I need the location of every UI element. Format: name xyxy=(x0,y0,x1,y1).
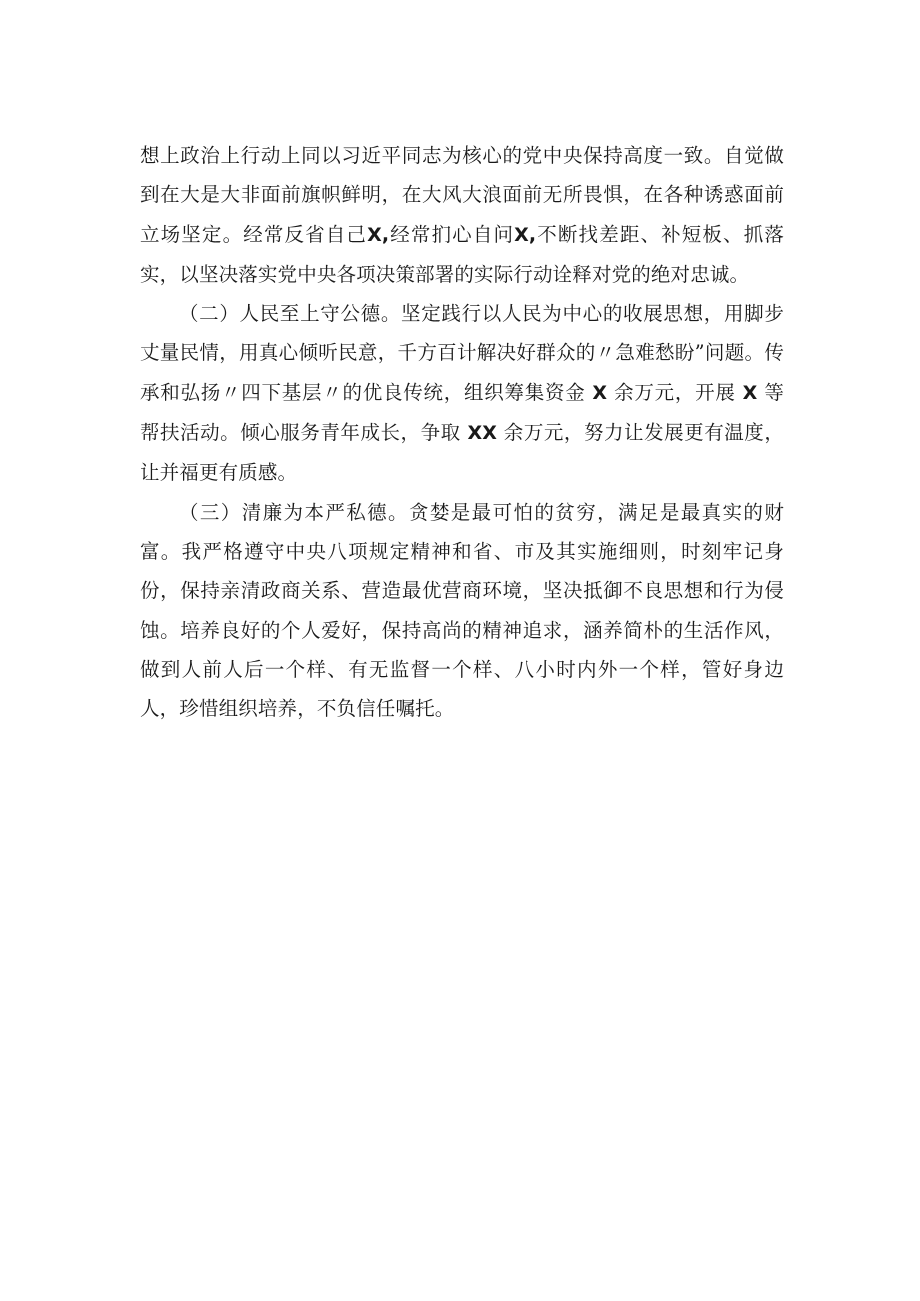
placeholder-xx: XX xyxy=(467,422,498,445)
text-segment: 经常扪心自问 xyxy=(389,222,515,246)
document-body xyxy=(140,136,784,728)
placeholder-x: X xyxy=(592,381,608,404)
placeholder-x: X, xyxy=(367,223,390,246)
text-segment: 不断找差距、补短板、抓落实，以坚决落实党中央各项决策部署的实际行动诠释对党的绝对忠诚。 xyxy=(140,222,784,286)
text-segment: 余万元，开展 xyxy=(607,380,743,404)
text-segment: 想上政治上行动上同以习近平同志为核心的党中央保持高度一致。自觉做到在大是大非面前旗帜鲜明，在大风大浪面前无所畏惧，在各种诱惑面前立场坚定。经常反省自己 xyxy=(140,144,784,246)
placeholder-x: X, xyxy=(514,223,537,246)
paragraph-loyalty-continuation xyxy=(140,136,784,294)
text-segment: 等帮扶活动。倾心服务青年成长，争取 xyxy=(140,380,784,445)
text-segment: （二）人民至上守公德。坚定践行以人民为中心的收展思想，用脚步丈量民情，用真心倾听民意，千方百计解决好群众的〃急难愁盼”问题。传承和弘扬〃四下基层〃的优良传统，组织筹集资金 xyxy=(140,302,784,404)
text-segment: （三）清廉为本严私德。贪婪是最可怕的贫穷，满足是最真实的财富。我严格遵守中央八项规定精神和省、市及其实施细则，时刻牢记身份，保持亲清政商关系、营造最优营商环境，坚决抵御不良思想和行为侵蚀。培养良好的个人爱好，保持高尚的精神追求，涵养简朴的生活作风，做到人前人后一个样、有无监督一个样、八小时内外一个样，管好身边人，珍惜组织培养，不负信任嘱托。 xyxy=(140,500,784,721)
paragraph-integrity xyxy=(140,493,784,729)
paragraph-people-first xyxy=(140,294,784,492)
text-segment: 余万元，努力让发展更有温度，让并福更有质感。 xyxy=(140,421,784,485)
placeholder-x: X xyxy=(742,381,758,404)
